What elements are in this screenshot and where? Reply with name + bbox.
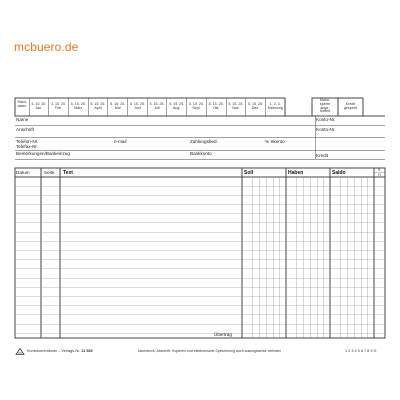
soll-header: Soll [244, 169, 254, 176]
publisher-number: 11 535 [81, 349, 93, 353]
anschrift-label: Anschrift [16, 127, 34, 132]
month-name: April [94, 106, 102, 110]
month-column-label [29, 102, 49, 110]
datum-header: Datum [16, 170, 30, 175]
month-reminder-days: 5. 15. 25. [169, 102, 185, 106]
month-column-label [68, 102, 88, 110]
mahnsperre-label: Mahn- sperre ange- fordert [319, 98, 331, 114]
month-name: Okt. [212, 106, 220, 110]
month-name: Mahnung [267, 106, 283, 110]
month-column-label [265, 102, 285, 110]
month-reminder-days: 3. 10. 20. [51, 102, 67, 106]
watermark-text: mcbuero.de [14, 40, 79, 54]
h-header: H [378, 173, 381, 177]
bankkonto-label: Bankkonto [190, 151, 212, 156]
month-column-label [49, 102, 69, 110]
month-reminder-days: 5. 15. 25. [208, 102, 224, 106]
month-name: März [74, 106, 83, 110]
publisher-text: Kontokorrentkarte – Verlags-Nr. [27, 349, 82, 353]
month-reminder-days: 5. 15. 25. [70, 102, 86, 106]
month-reminder-days: 5. 15. 25. [110, 102, 126, 106]
email-label: e-mail [114, 139, 127, 144]
print-codes: 1 2 3 4 5 6 7 8 9 G [345, 349, 377, 353]
konto-nr-label: Konto-Nr. [316, 117, 336, 122]
month-reminder-days: 3. 10. 20. [31, 102, 47, 106]
month-column-label [246, 102, 266, 110]
month-reminder-days: 5. 15. 25. [129, 102, 145, 106]
month-name: Feb. [54, 106, 63, 110]
month-column-label [187, 102, 207, 110]
month-name: Aug. [173, 106, 181, 110]
month-column-label [167, 102, 187, 110]
month-reminder-days: 5. 15. 25. [149, 102, 165, 106]
kredit-gesperrt-label: Kredit gesperrt [343, 102, 358, 110]
month-column-label [206, 102, 226, 110]
month-reminder-days: 5. 15. 25. [228, 102, 244, 106]
month-name: Dez. [251, 106, 260, 110]
telefax-label: Telefax-Nr. [16, 144, 38, 149]
month-column-label [147, 102, 167, 110]
rights-notice: Nachdruck, Abschrift, Kopieren und elektronische Speicherung auch auszugsweise verboten [138, 349, 282, 353]
month-name: Juli [154, 106, 160, 110]
publisher-line [27, 349, 93, 353]
haben-header: Haben [288, 169, 304, 176]
skonto-label: % Skonto [265, 139, 285, 144]
month-reminder-days: 1. 2. 3. [269, 102, 281, 106]
publisher-logo-icon [15, 348, 25, 355]
s-header: S [378, 168, 381, 172]
saldo-header: Saldo [332, 169, 346, 176]
month-reminder-days: 5. 15. 25. [90, 102, 106, 106]
name-label: Name [16, 117, 29, 122]
stammdaten-label: Stam- daten [17, 100, 27, 108]
konto-nr-label-2: Konto-Nr. [316, 127, 336, 132]
month-name: Juni [134, 106, 141, 110]
month-reminder-days: 5. 15. 25. [188, 102, 204, 106]
bemerkungen-label: Bemerkungen/Bankeinzug [16, 151, 70, 156]
month-column-label [88, 102, 108, 110]
telefon-label: Telefon-Nr. [16, 139, 39, 144]
month-reminder-days: 5. 15. 25. [248, 102, 264, 106]
month-name: Nov. [232, 106, 240, 110]
month-name: Sept. [192, 106, 201, 110]
zahlungsbed-label: Zahlungsbed. [190, 139, 218, 144]
month-name: Mai [114, 106, 121, 110]
text-header: Text [63, 169, 73, 176]
month-column-label [108, 102, 128, 110]
uebertrag-label: Übertrag [214, 332, 232, 337]
month-column-label [226, 102, 246, 110]
kredit-label: Kredit [316, 153, 329, 158]
month-column-label [128, 102, 148, 110]
month-name: Jan. [35, 106, 43, 110]
seite-header: Seite [44, 170, 55, 175]
